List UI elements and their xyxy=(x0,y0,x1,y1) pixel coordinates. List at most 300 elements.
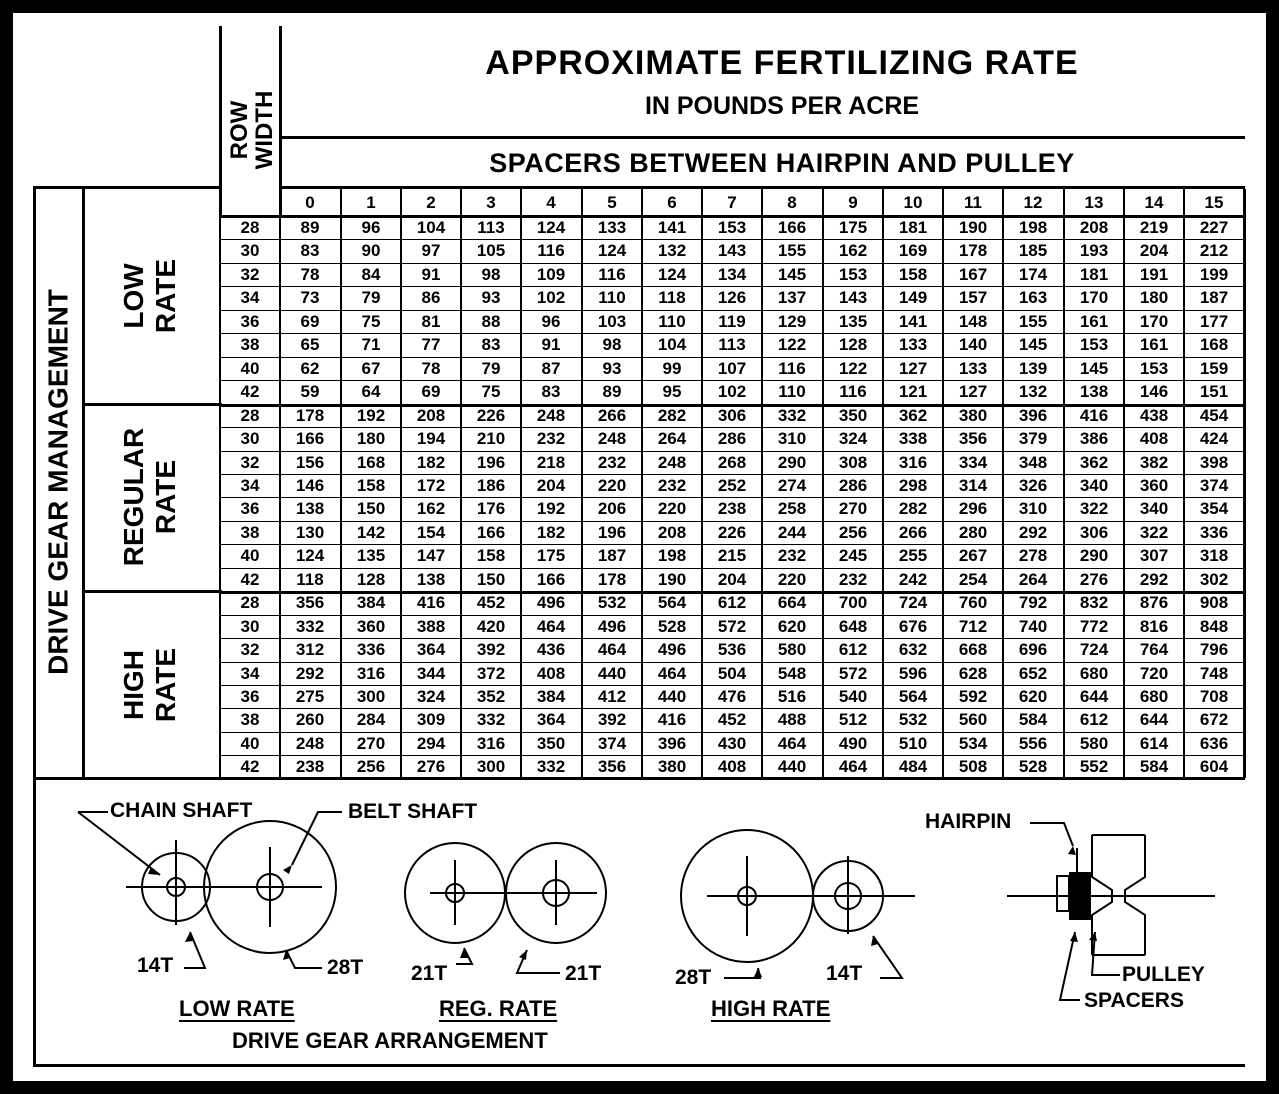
rate-cell: 532 xyxy=(597,593,627,612)
rate-cell: 792 xyxy=(1018,593,1048,612)
rate-cell: 306 xyxy=(1079,523,1109,542)
rate-cell: 290 xyxy=(1079,546,1109,565)
rate-cell: 748 xyxy=(1199,664,1229,683)
rate-cell: 644 xyxy=(1139,710,1169,729)
rate-cell: 596 xyxy=(898,664,928,683)
rate-cell: 264 xyxy=(1018,570,1048,589)
spacer-count-header: 11 xyxy=(964,193,982,212)
rate-cell: 848 xyxy=(1199,617,1229,636)
rate-cell: 556 xyxy=(1018,734,1048,753)
rate-cell: 908 xyxy=(1199,593,1229,612)
rate-cell: 148 xyxy=(958,312,988,331)
rate-cell: 292 xyxy=(1018,523,1048,542)
rate-cell: 648 xyxy=(838,617,868,636)
rate-cell: 208 xyxy=(416,406,446,425)
rate-cell: 192 xyxy=(536,499,566,518)
rate-cell: 102 xyxy=(717,382,747,401)
spacers-heading: SPACERS BETWEEN HAIRPIN AND PULLEY xyxy=(489,148,1075,178)
rate-cell: 286 xyxy=(717,429,747,448)
rate-cell: 764 xyxy=(1139,640,1169,659)
row-width-line1: ROW xyxy=(225,100,253,160)
rate-cell: 181 xyxy=(898,218,928,237)
rate-cell: 760 xyxy=(958,593,988,612)
rate-cell: 186 xyxy=(476,476,506,495)
row-width-cell: 28 xyxy=(240,406,260,425)
rate-cell: 292 xyxy=(295,664,325,683)
rate-cell: 238 xyxy=(295,757,325,776)
rate-cell: 436 xyxy=(536,640,566,659)
rate-cell: 208 xyxy=(657,523,687,542)
rate-cell: 816 xyxy=(1139,617,1169,636)
rate-cell: 156 xyxy=(295,453,325,472)
high-large-gear-label: 28T xyxy=(675,966,712,989)
rate-cell: 584 xyxy=(1018,710,1048,729)
rate-cell: 322 xyxy=(1079,499,1109,518)
rate-cell: 452 xyxy=(476,593,506,612)
regular-rate-line1: REGULAR xyxy=(117,427,149,567)
row-width-cell: 28 xyxy=(240,593,260,612)
rate-cell: 232 xyxy=(597,453,627,472)
rate-cell: 153 xyxy=(1139,359,1169,378)
rate-cell: 680 xyxy=(1079,664,1109,683)
rate-cell: 344 xyxy=(416,664,446,683)
rate-cell: 326 xyxy=(1018,476,1048,495)
rate-cell: 396 xyxy=(657,734,687,753)
spacer-count-header: 0 xyxy=(305,193,315,212)
rate-cell: 408 xyxy=(717,757,747,776)
rate-cell: 420 xyxy=(476,617,506,636)
rate-cell: 142 xyxy=(356,523,386,542)
rate-cell: 124 xyxy=(536,218,566,237)
rate-cell: 266 xyxy=(898,523,928,542)
rate-cell: 248 xyxy=(536,406,566,425)
rate-cell: 592 xyxy=(958,687,988,706)
rate-cell: 294 xyxy=(416,734,446,753)
rate-cell: 158 xyxy=(476,546,506,565)
rate-cell: 290 xyxy=(777,453,807,472)
rate-cell: 286 xyxy=(838,476,868,495)
rate-cell: 105 xyxy=(476,241,506,260)
rate-cell: 69 xyxy=(300,312,320,331)
rate-cell: 122 xyxy=(838,359,868,378)
rate-cell: 178 xyxy=(597,570,627,589)
rate-cell: 75 xyxy=(361,312,381,331)
rate-cell: 302 xyxy=(1199,570,1229,589)
rate-cell: 267 xyxy=(958,546,988,565)
rate-cell: 132 xyxy=(1018,382,1048,401)
rate-cell: 350 xyxy=(838,406,868,425)
rate-cell: 548 xyxy=(777,664,807,683)
rate-cell: 133 xyxy=(898,335,928,354)
rate-cell: 324 xyxy=(416,687,446,706)
rate-cell: 104 xyxy=(657,335,687,354)
rate-cell: 110 xyxy=(778,382,806,401)
rate-cell: 244 xyxy=(777,523,807,542)
spacer-count-header: 6 xyxy=(667,193,677,212)
rate-cell: 96 xyxy=(541,312,561,331)
rate-cell: 398 xyxy=(1199,453,1229,472)
spacer-count-header: 13 xyxy=(1084,193,1104,212)
rate-cell: 149 xyxy=(898,288,928,307)
rate-cell: 348 xyxy=(1018,453,1048,472)
rate-cell: 232 xyxy=(777,546,807,565)
rate-cell: 151 xyxy=(1199,382,1229,401)
rate-cell: 116 xyxy=(537,241,565,260)
rate-cell: 248 xyxy=(597,429,627,448)
rate-cell: 169 xyxy=(898,241,928,260)
rate-cell: 338 xyxy=(898,429,928,448)
rate-cell: 127 xyxy=(898,359,928,378)
rate-cell: 62 xyxy=(300,359,320,378)
rate-cell: 340 xyxy=(1139,499,1169,518)
rate-cell: 170 xyxy=(1139,312,1169,331)
rate-cell: 270 xyxy=(838,499,868,518)
rate-cell: 312 xyxy=(295,640,325,659)
chain-shaft-label: CHAIN SHAFT xyxy=(110,799,253,822)
rate-cell: 182 xyxy=(416,453,446,472)
rate-cell: 118 xyxy=(658,288,686,307)
spacer-count-header: 12 xyxy=(1023,193,1043,212)
rate-cell: 310 xyxy=(1018,499,1048,518)
row-width-line2: WIDTH xyxy=(251,90,278,170)
rate-cell: 132 xyxy=(657,241,687,260)
rate-cell: 67 xyxy=(361,359,381,378)
rate-cell: 198 xyxy=(1018,218,1048,237)
rate-cell: 528 xyxy=(1018,757,1048,776)
rate-cell: 180 xyxy=(356,429,386,448)
rate-cell: 384 xyxy=(356,593,386,612)
spacer-count-header: 7 xyxy=(727,193,737,212)
rate-cell: 124 xyxy=(295,546,325,565)
rate-cell: 69 xyxy=(421,382,441,401)
rate-cell: 876 xyxy=(1139,593,1169,612)
rate-cell: 172 xyxy=(416,476,446,495)
rate-cell: 118 xyxy=(296,570,324,589)
rate-cell: 680 xyxy=(1139,687,1169,706)
chart-subtitle: IN POUNDS PER ACRE xyxy=(644,92,920,120)
rate-cell: 124 xyxy=(657,265,687,284)
rate-cell: 832 xyxy=(1079,593,1109,612)
rate-cell: 356 xyxy=(597,757,627,776)
reg-rate-caption: REG. RATE xyxy=(439,996,558,1021)
rate-cell: 226 xyxy=(717,523,747,542)
rate-cell: 700 xyxy=(838,593,868,612)
rate-cell: 796 xyxy=(1199,640,1229,659)
rate-cell: 724 xyxy=(1079,640,1109,659)
rate-cell: 572 xyxy=(717,617,747,636)
rate-cell: 356 xyxy=(295,593,325,612)
rate-cell: 158 xyxy=(356,476,386,495)
row-width-cell: 30 xyxy=(240,617,260,636)
rate-cell: 396 xyxy=(1018,406,1048,425)
rate-cell: 215 xyxy=(717,546,747,565)
rate-cell: 416 xyxy=(1079,406,1109,425)
rate-cell: 440 xyxy=(777,757,807,776)
rate-cell: 464 xyxy=(657,664,687,683)
rate-cell: 740 xyxy=(1018,617,1048,636)
row-width-cell: 36 xyxy=(240,312,260,331)
rate-cell: 672 xyxy=(1199,710,1229,729)
rate-cell: 177 xyxy=(1199,312,1229,331)
rate-cell: 153 xyxy=(838,265,868,284)
rate-cell: 536 xyxy=(717,640,747,659)
rate-cell: 65 xyxy=(300,335,320,354)
rate-cell: 708 xyxy=(1199,687,1229,706)
rate-cell: 532 xyxy=(898,710,928,729)
rate-cell: 86 xyxy=(421,288,441,307)
row-width-cell: 42 xyxy=(240,757,260,776)
rate-cell: 135 xyxy=(356,546,386,565)
row-width-cell: 38 xyxy=(240,335,260,354)
rate-cell: 133 xyxy=(958,359,988,378)
rate-cell: 176 xyxy=(476,499,506,518)
rate-cell: 98 xyxy=(602,335,622,354)
rate-cell: 282 xyxy=(657,406,687,425)
rate-cell: 388 xyxy=(416,617,446,636)
rate-cell: 102 xyxy=(536,288,566,307)
rate-cell: 364 xyxy=(416,640,446,659)
rate-cell: 154 xyxy=(416,523,446,542)
rate-cell: 99 xyxy=(662,359,682,378)
spacer-count-header: 14 xyxy=(1144,193,1164,212)
rate-cell: 318 xyxy=(1199,546,1229,565)
low-small-gear-label: 14T xyxy=(137,954,174,977)
rate-cell: 166 xyxy=(777,218,807,237)
rate-cell: 128 xyxy=(838,335,868,354)
rate-cell: 256 xyxy=(356,757,386,776)
rate-cell: 724 xyxy=(898,593,928,612)
rate-cell: 129 xyxy=(777,312,807,331)
rate-cell: 772 xyxy=(1079,617,1109,636)
rate-cell: 121 xyxy=(898,382,928,401)
rate-cell: 316 xyxy=(898,453,928,472)
rate-cell: 284 xyxy=(356,710,386,729)
rate-cell: 340 xyxy=(1079,476,1109,495)
rate-cell: 133 xyxy=(597,218,627,237)
spacer-count-header: 15 xyxy=(1204,193,1224,212)
rate-cell: 664 xyxy=(777,593,807,612)
rate-cell: 59 xyxy=(300,382,320,401)
rate-cell: 89 xyxy=(602,382,622,401)
row-width-cell: 40 xyxy=(240,734,260,753)
rate-cell: 185 xyxy=(1018,241,1048,260)
rate-cell: 438 xyxy=(1139,406,1169,425)
rate-cell: 161 xyxy=(1139,335,1169,354)
rate-cell: 220 xyxy=(657,499,687,518)
rate-cell: 168 xyxy=(1199,335,1229,354)
rate-cell: 145 xyxy=(1018,335,1048,354)
rate-cell: 79 xyxy=(361,288,381,307)
rate-cell: 175 xyxy=(536,546,566,565)
rate-cell: 696 xyxy=(1018,640,1048,659)
rate-cell: 196 xyxy=(476,453,506,472)
rate-cell: 146 xyxy=(1139,382,1169,401)
rate-cell: 408 xyxy=(536,664,566,683)
hairpin-label: HAIRPIN xyxy=(925,810,1012,833)
high-rate-caption: HIGH RATE xyxy=(711,996,831,1021)
row-width-cell: 40 xyxy=(240,359,260,378)
rate-cell: 362 xyxy=(898,406,928,425)
rate-cell: 496 xyxy=(536,593,566,612)
rate-cell: 127 xyxy=(958,382,988,401)
rate-cell: 652 xyxy=(1018,664,1048,683)
rate-cell: 109 xyxy=(536,265,566,284)
rate-cell: 145 xyxy=(777,265,807,284)
rate-cell: 143 xyxy=(717,241,747,260)
rate-cell: 332 xyxy=(536,757,566,776)
rate-cell: 270 xyxy=(356,734,386,753)
rate-cell: 516 xyxy=(777,687,807,706)
rate-cell: 604 xyxy=(1199,757,1229,776)
rate-cell: 208 xyxy=(1079,218,1109,237)
reg-right-gear-label: 21T xyxy=(565,962,602,985)
rate-cell: 488 xyxy=(777,710,807,729)
rate-cell: 232 xyxy=(838,570,868,589)
rate-cell: 424 xyxy=(1199,429,1229,448)
rate-cell: 572 xyxy=(838,664,868,683)
row-width-cell: 30 xyxy=(240,241,260,260)
rate-cell: 276 xyxy=(1079,570,1109,589)
chart-title: APPROXIMATE FERTILIZING RATE xyxy=(485,44,1079,82)
rate-cell: 356 xyxy=(958,429,988,448)
high-rate-line2: RATE xyxy=(150,647,181,723)
row-width-cell: 42 xyxy=(240,382,260,401)
rate-cell: 408 xyxy=(1139,429,1169,448)
rate-cell: 584 xyxy=(1139,757,1169,776)
rate-cell: 91 xyxy=(541,335,561,354)
rate-cell: 280 xyxy=(958,523,988,542)
rate-cell: 138 xyxy=(416,570,446,589)
pulley-label: PULLEY xyxy=(1122,963,1205,986)
spacer-count-header: 4 xyxy=(546,193,556,212)
rate-cell: 204 xyxy=(717,570,747,589)
rate-cell: 159 xyxy=(1199,359,1229,378)
row-width-cell: 38 xyxy=(240,523,260,542)
regular-rate-line2: RATE xyxy=(150,459,181,535)
rate-cell: 392 xyxy=(476,640,506,659)
rate-cell: 380 xyxy=(958,406,988,425)
rate-cell: 98 xyxy=(481,265,501,284)
rate-cell: 258 xyxy=(777,499,807,518)
rate-cell: 676 xyxy=(898,617,928,636)
rate-cell: 580 xyxy=(1079,734,1109,753)
rate-cell: 274 xyxy=(777,476,807,495)
rate-cell: 145 xyxy=(1079,359,1109,378)
low-rate-line1: LOW xyxy=(117,263,149,329)
rate-cell: 139 xyxy=(1018,359,1048,378)
rate-cell: 300 xyxy=(356,687,386,706)
rate-cell: 275 xyxy=(295,687,325,706)
spacer-count-header: 9 xyxy=(848,193,858,212)
row-width-cell: 40 xyxy=(240,546,260,565)
rate-cell: 166 xyxy=(536,570,566,589)
rate-cell: 218 xyxy=(536,453,566,472)
rate-cell: 452 xyxy=(717,710,747,729)
rate-cell: 712 xyxy=(958,617,988,636)
rate-cell: 196 xyxy=(597,523,627,542)
rate-cell: 300 xyxy=(476,757,506,776)
rate-cell: 292 xyxy=(1139,570,1169,589)
rate-cell: 190 xyxy=(657,570,687,589)
rate-cell: 73 xyxy=(300,288,320,307)
rate-cell: 87 xyxy=(541,359,561,378)
rate-cell: 364 xyxy=(536,710,566,729)
rate-cell: 75 xyxy=(481,382,501,401)
rate-cell: 309 xyxy=(416,710,446,729)
rate-cell: 93 xyxy=(602,359,622,378)
spacer-count-header: 3 xyxy=(486,193,496,212)
spacer-count-header: 2 xyxy=(426,193,436,212)
rate-cell: 496 xyxy=(597,617,627,636)
rate-cell: 116 xyxy=(778,359,806,378)
rate-cell: 84 xyxy=(361,265,381,284)
drive-gear-management-label: DRIVE GEAR MANAGEMENT xyxy=(42,289,74,675)
row-width-cell: 32 xyxy=(240,453,260,472)
rate-cell: 220 xyxy=(777,570,807,589)
rate-cell: 282 xyxy=(898,499,928,518)
rate-cell: 147 xyxy=(416,546,446,565)
rate-cell: 352 xyxy=(476,687,506,706)
rate-cell: 206 xyxy=(597,499,627,518)
rate-cell: 266 xyxy=(597,406,627,425)
rate-cell: 620 xyxy=(777,617,807,636)
rate-cell: 128 xyxy=(356,570,386,589)
rate-cell: 298 xyxy=(898,476,928,495)
rate-cell: 175 xyxy=(838,218,868,237)
rate-cell: 252 xyxy=(717,476,747,495)
rate-cell: 612 xyxy=(717,593,747,612)
rate-cell: 166 xyxy=(476,523,506,542)
rate-cell: 310 xyxy=(777,429,807,448)
rate-cell: 256 xyxy=(838,523,868,542)
rate-cell: 614 xyxy=(1139,734,1169,753)
rate-cell: 110 xyxy=(598,288,626,307)
rate-cell: 158 xyxy=(898,265,928,284)
rate-cell: 374 xyxy=(597,734,627,753)
rate-cell: 78 xyxy=(421,359,441,378)
rate-cell: 360 xyxy=(356,617,386,636)
rate-cell: 178 xyxy=(958,241,988,260)
rate-cell: 119 xyxy=(718,312,746,331)
rate-cell: 227 xyxy=(1199,218,1229,237)
rate-cell: 140 xyxy=(958,335,988,354)
rate-cell: 248 xyxy=(657,453,687,472)
rate-cell: 124 xyxy=(597,241,627,260)
rate-cell: 636 xyxy=(1199,734,1229,753)
rate-cell: 150 xyxy=(476,570,506,589)
rate-cell: 440 xyxy=(597,664,627,683)
rate-cell: 194 xyxy=(416,429,446,448)
rate-cell: 278 xyxy=(1018,546,1048,565)
rate-cell: 324 xyxy=(838,429,868,448)
rate-cell: 484 xyxy=(898,757,928,776)
rate-cell: 193 xyxy=(1079,241,1109,260)
rate-cell: 464 xyxy=(536,617,566,636)
rate-cell: 580 xyxy=(777,640,807,659)
rate-cell: 612 xyxy=(1079,710,1109,729)
rate-cell: 168 xyxy=(356,453,386,472)
rate-cell: 107 xyxy=(717,359,747,378)
rate-cell: 464 xyxy=(777,734,807,753)
rate-cell: 242 xyxy=(898,570,928,589)
rate-cell: 620 xyxy=(1018,687,1048,706)
row-width-cell: 42 xyxy=(240,570,260,589)
rate-cell: 199 xyxy=(1199,265,1229,284)
rate-cell: 95 xyxy=(662,382,682,401)
rate-cell: 276 xyxy=(416,757,446,776)
rate-cell: 219 xyxy=(1139,218,1169,237)
rate-cell: 374 xyxy=(1199,476,1229,495)
